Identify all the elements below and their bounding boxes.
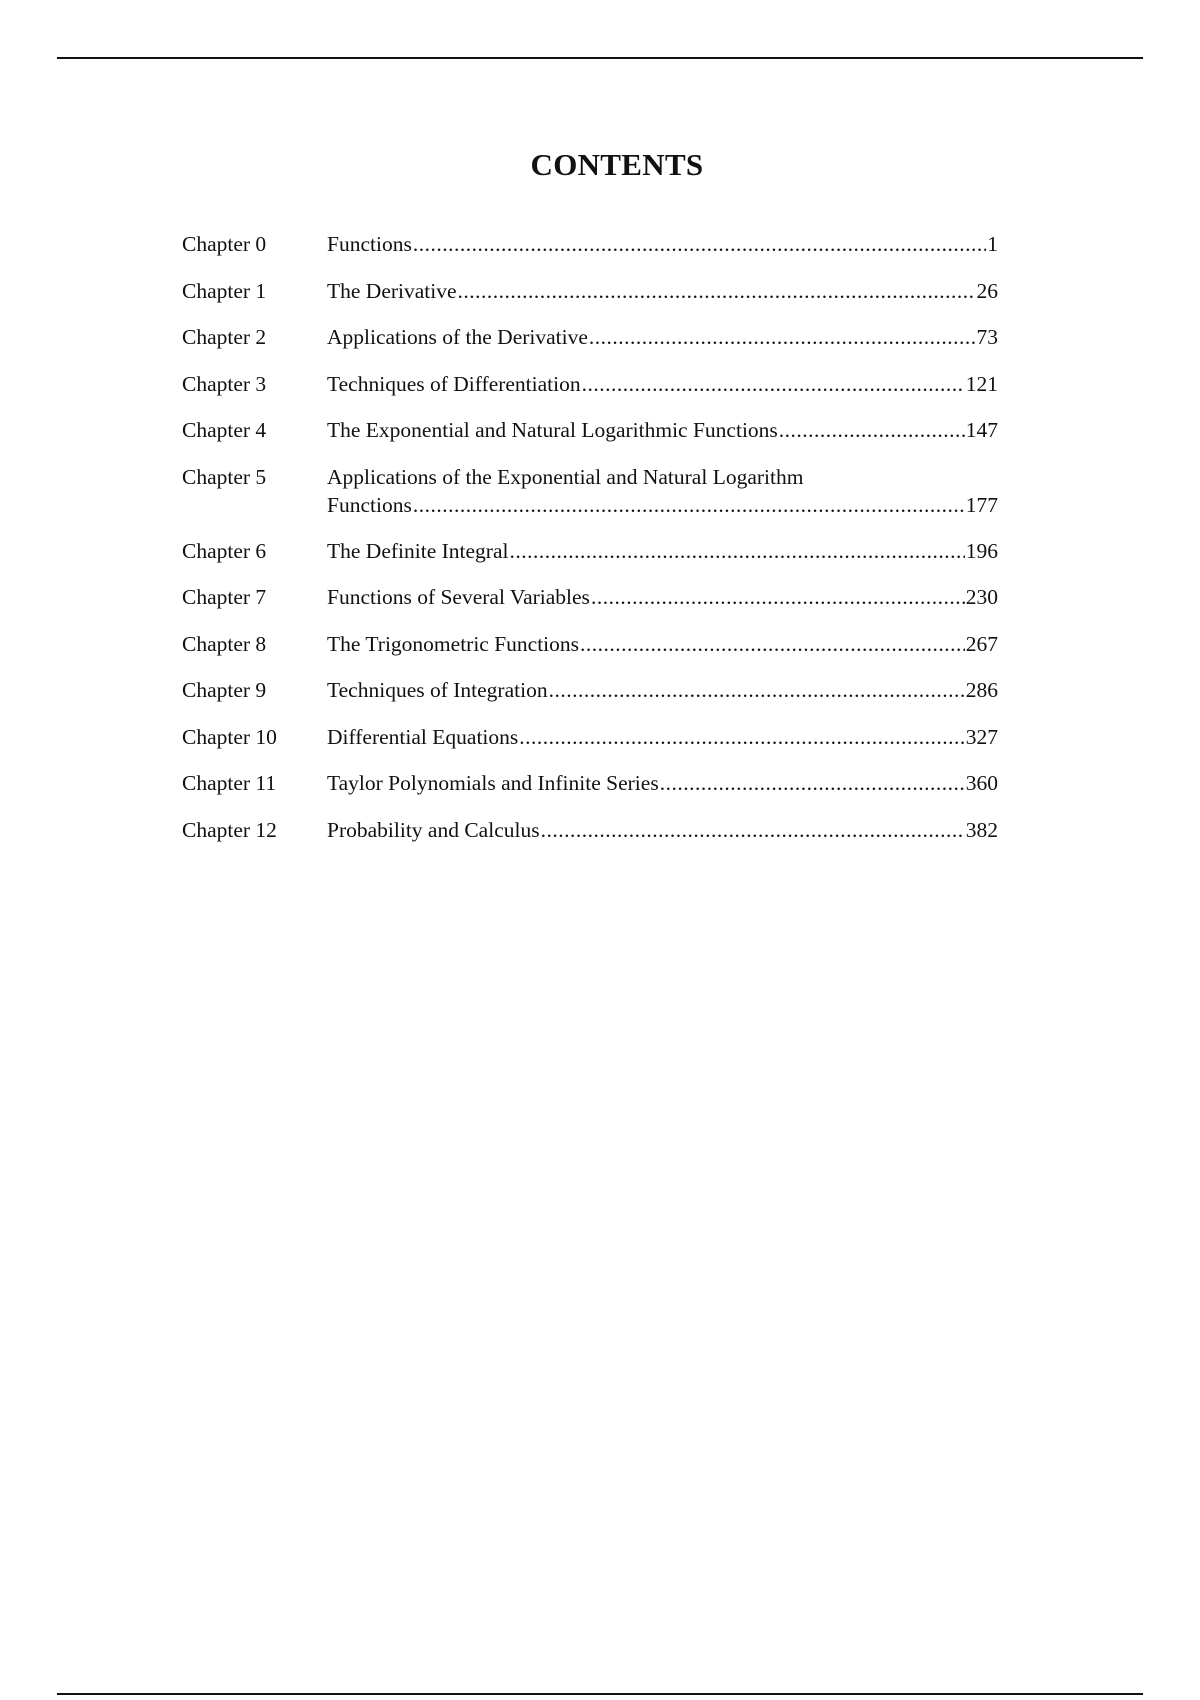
chapter-title: Probability and Calculus bbox=[327, 817, 540, 842]
dot-leader bbox=[549, 676, 965, 704]
toc-entry-chapter-1[interactable] bbox=[182, 277, 998, 305]
dot-leader bbox=[582, 370, 965, 398]
chapter-title: Functions bbox=[327, 492, 412, 517]
chapter-label: Chapter 2 bbox=[182, 325, 267, 349]
chapter-label: Chapter 7 bbox=[182, 585, 267, 609]
page-number: 230 bbox=[965, 585, 998, 609]
chapter-label: Chapter 12 bbox=[182, 817, 277, 842]
chapter-label: Chapter 3 bbox=[182, 371, 267, 396]
dot-leader bbox=[413, 491, 965, 519]
toc-entry-chapter-10[interactable] bbox=[182, 723, 998, 751]
page-number: 360 bbox=[965, 771, 998, 795]
chapter-title: The Exponential and Natural Logarithmic Functions bbox=[327, 418, 778, 442]
toc-entry-chapter-6[interactable] bbox=[182, 537, 998, 565]
toc-entry-chapter-4[interactable] bbox=[182, 416, 998, 444]
chapter-label: Chapter 11 bbox=[182, 771, 277, 795]
chapter-title: Taylor Polynomials and Infinite Series bbox=[327, 771, 659, 795]
page-number: 73 bbox=[976, 325, 998, 349]
chapter-title: The Definite Integral bbox=[327, 538, 509, 563]
chapter-title: Techniques of Integration bbox=[327, 678, 548, 702]
chapter-label: Chapter 9 bbox=[182, 678, 267, 702]
page-number: 327 bbox=[965, 724, 998, 749]
toc-entry-chapter-11[interactable] bbox=[182, 769, 998, 797]
chapter-label: Chapter 10 bbox=[182, 724, 277, 749]
dot-leader bbox=[413, 230, 986, 258]
page-number: 286 bbox=[965, 678, 998, 702]
dot-leader bbox=[591, 583, 965, 611]
chapter-label: Chapter 6 bbox=[182, 538, 267, 563]
chapter-label: Chapter 5 bbox=[182, 464, 267, 489]
dot-leader bbox=[458, 277, 976, 305]
dot-leader bbox=[580, 630, 965, 658]
top-rule bbox=[57, 57, 1143, 59]
toc-entry-chapter-3[interactable] bbox=[182, 370, 998, 398]
toc-entry-chapter-2[interactable] bbox=[182, 323, 998, 351]
page-number: 196 bbox=[965, 538, 998, 563]
chapter-title: The Derivative bbox=[327, 278, 457, 303]
dot-leader bbox=[519, 723, 964, 751]
chapter-label: Chapter 8 bbox=[182, 631, 267, 656]
page-number: 267 bbox=[965, 631, 998, 656]
toc-entry-chapter-5[interactable] bbox=[182, 463, 998, 519]
dot-leader bbox=[779, 416, 965, 444]
dot-leader bbox=[589, 323, 976, 351]
toc-entry-chapter-7[interactable] bbox=[182, 583, 998, 611]
toc-entry-chapter-0[interactable] bbox=[182, 230, 998, 258]
dot-leader bbox=[541, 816, 965, 844]
chapter-label: Chapter 4 bbox=[182, 418, 267, 442]
page-number: 121 bbox=[965, 371, 998, 396]
chapter-label: Chapter 1 bbox=[182, 278, 267, 303]
toc-entry-chapter-12[interactable] bbox=[182, 816, 998, 844]
chapter-title: Applications of the Derivative bbox=[327, 325, 588, 349]
chapter-title: Techniques of Differentiation bbox=[327, 371, 581, 396]
chapter-title: Functions bbox=[327, 232, 412, 256]
chapter-title: Differential Equations bbox=[327, 724, 519, 749]
chapter-title: Functions of Several Variables bbox=[327, 585, 590, 609]
chapter-title: The Trigonometric Functions bbox=[327, 631, 580, 656]
page-number: 382 bbox=[965, 817, 998, 842]
page-number: 26 bbox=[976, 278, 998, 303]
page-number: 1 bbox=[987, 232, 998, 256]
chapter-title-line-1: Applications of the Exponential and Natural Logarithm bbox=[327, 464, 804, 489]
toc-entry-chapter-8[interactable] bbox=[182, 630, 998, 658]
page-title: CONTENTS bbox=[530, 146, 704, 182]
page-number: 147 bbox=[965, 418, 998, 442]
dot-leader bbox=[660, 769, 965, 797]
chapter-label: Chapter 0 bbox=[182, 232, 267, 256]
table-of-contents bbox=[182, 230, 998, 862]
page-number: 177 bbox=[965, 492, 998, 517]
dot-leader bbox=[509, 537, 964, 565]
toc-entry-chapter-9[interactable] bbox=[182, 676, 998, 704]
bottom-rule bbox=[57, 1693, 1143, 1695]
